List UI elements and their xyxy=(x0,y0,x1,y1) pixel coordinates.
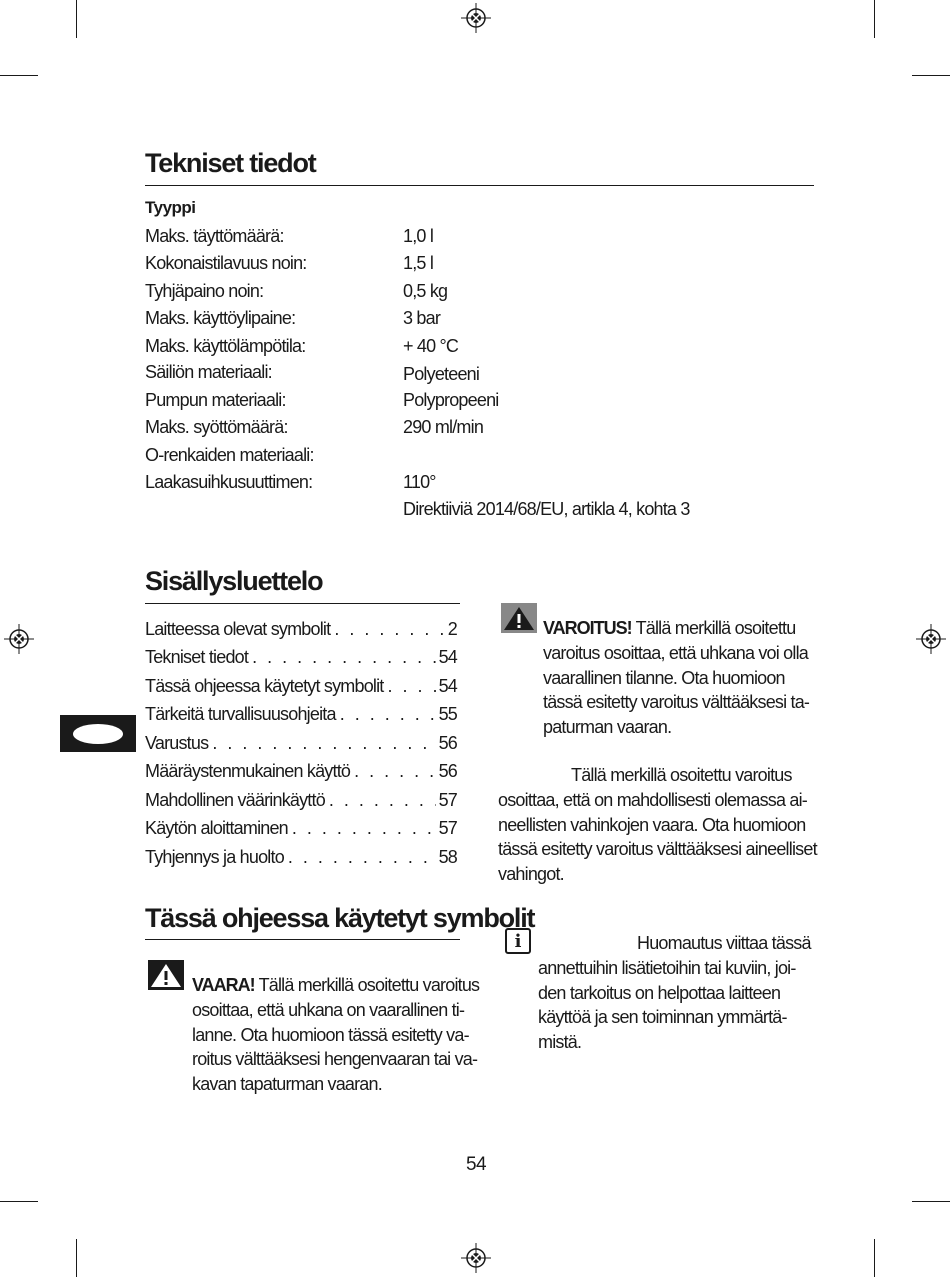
spec-label: Tyhjäpaino noin: xyxy=(145,281,264,301)
spec-value: 3 bar xyxy=(403,308,441,328)
toc-dot-leader xyxy=(354,761,435,782)
caution-line: tässä esitetty varoitus välttääksesi aineelliset xyxy=(498,839,817,860)
registration-crosshair-icon xyxy=(916,624,946,654)
tech-heading-rule xyxy=(145,185,814,186)
toc-dot-leader xyxy=(292,818,436,839)
spec-value: 0,5 kg xyxy=(403,281,448,301)
warning-line: varoitus osoittaa, että uhkana voi olla xyxy=(543,642,808,663)
spec-value: Polypropeeni xyxy=(403,390,499,410)
danger-line: osoittaa, että uhkana on vaarallinen ti- xyxy=(192,999,465,1020)
danger-keyword: VAARA! xyxy=(192,975,255,995)
symbols-heading: Tässä ohjeessa käytetyt symbolit xyxy=(145,903,535,933)
toc-item-title: Varustus xyxy=(145,733,209,753)
toc-item[interactable] xyxy=(145,676,457,697)
spec-value: 1,0 l xyxy=(403,226,434,246)
toc-item[interactable] xyxy=(145,847,457,868)
toc-dot-leader xyxy=(288,847,436,868)
toc-item[interactable] xyxy=(145,761,457,782)
toc-item[interactable] xyxy=(145,704,457,725)
warning-keyword: VAROITUS! xyxy=(543,618,632,638)
caution-line: vahingot. xyxy=(498,864,564,885)
spec-label: Pumpun materiaali: xyxy=(145,390,286,410)
warning-text xyxy=(543,616,809,740)
warning-line: tässä esitetty varoitus välttääksesi ta- xyxy=(543,692,810,713)
toc-item-page: 54 xyxy=(438,676,457,696)
warning-line: vaarallinen tilanne. Ota huomioon xyxy=(543,667,785,688)
toc-item[interactable] xyxy=(145,619,457,640)
warning-triangle-icon xyxy=(148,960,184,990)
note-text xyxy=(538,931,811,1055)
toc-item-page: 55 xyxy=(438,704,457,724)
danger-line: kavan tapaturman vaaran. xyxy=(192,1074,382,1095)
toc-item-title: Laitteessa olevat symbolit xyxy=(145,619,331,639)
toc-item-page: 56 xyxy=(438,733,457,753)
symbols-heading-rule xyxy=(145,939,460,940)
danger-text xyxy=(192,973,479,1097)
caution-line: neellisten vahinkojen vaara. Ota huomioon xyxy=(498,814,806,835)
info-icon: i xyxy=(505,928,531,954)
toc-item[interactable] xyxy=(145,790,457,811)
toc-item-title: Tyhjennys ja huolto xyxy=(145,847,284,867)
spec-label: Laakasuihkusuuttimen: xyxy=(145,472,313,492)
note-line: Huomautus viittaa tässä xyxy=(637,933,811,953)
toc-item[interactable] xyxy=(145,647,457,668)
spec-value: Direktiiviä 2014/68/EU, artikla 4, kohta 3 xyxy=(403,499,690,519)
registration-crosshair-icon xyxy=(461,1243,491,1273)
spec-value: 110° xyxy=(403,472,436,492)
toc-item-page: 56 xyxy=(438,761,457,781)
spec-label: O-renkaiden materiaali: xyxy=(145,445,314,465)
crop-mark-bottom-left-v xyxy=(76,1239,77,1277)
page-number: 54 xyxy=(466,1154,486,1175)
toc-heading: Sisällysluettelo xyxy=(145,566,323,596)
spec-type-label: Tyyppi xyxy=(145,198,196,217)
toc-dot-leader xyxy=(212,733,435,754)
spec-label: Säiliön materiaali: xyxy=(145,362,272,382)
caution-line: Tällä merkillä osoitettu varoitus xyxy=(571,765,792,785)
crop-mark-top-right-v xyxy=(874,0,875,38)
tech-heading: Tekniset tiedot xyxy=(145,148,316,178)
warning-line: paturman vaaran. xyxy=(543,717,672,738)
toc-dot-leader xyxy=(388,676,436,697)
caution-text xyxy=(498,763,817,887)
danger-line: roitus välttääksesi hengenvaaran tai va- xyxy=(192,1049,478,1070)
toc-item-page: 57 xyxy=(438,818,457,838)
toc-dot-leader xyxy=(340,704,436,725)
language-oval-tab xyxy=(60,715,136,752)
crop-mark-top-left-v xyxy=(76,0,77,38)
note-line: mistä. xyxy=(538,1032,582,1053)
spec-value: 290 ml/min xyxy=(403,417,484,437)
crop-mark-bottom-right-h xyxy=(912,1201,950,1202)
crop-mark-top-right-h xyxy=(912,75,950,76)
registration-crosshair-icon xyxy=(461,3,491,33)
toc-item-title: Käytön aloittaminen xyxy=(145,818,288,838)
spec-label: Maks. syöttömäärä: xyxy=(145,417,288,437)
toc-item[interactable] xyxy=(145,733,457,754)
crop-mark-bottom-left-h xyxy=(0,1201,38,1202)
toc-item-page: 54 xyxy=(438,647,457,667)
toc-heading-rule xyxy=(145,603,460,604)
danger-line: lanne. Ota huomioon tässä esitetty va- xyxy=(192,1024,469,1045)
toc-item-page: 58 xyxy=(438,847,457,867)
toc-item-title: Tässä ohjeessa käytetyt symbolit xyxy=(145,676,384,696)
toc-item-title: Määräystenmukainen käyttö xyxy=(145,761,351,781)
warning-triangle-icon xyxy=(501,603,537,633)
toc-item-title: Mahdollinen väärinkäyttö xyxy=(145,790,325,810)
crop-mark-top-left-h xyxy=(0,75,38,76)
spec-label: Kokonaistilavuus noin: xyxy=(145,253,307,273)
danger-line: Tällä merkillä osoitettu varoitus xyxy=(258,975,480,995)
spec-label: Maks. käyttöylipaine: xyxy=(145,308,296,328)
toc-item-page: 57 xyxy=(438,790,457,810)
note-line: den tarkoitus on helpottaa laitteen xyxy=(538,982,781,1003)
spec-value: Polyeteeni xyxy=(403,364,480,384)
toc-dot-leader xyxy=(252,647,436,668)
toc-item-title: Tekniset tiedot xyxy=(145,647,249,667)
note-line: käyttöä ja sen toiminnan ymmärtä- xyxy=(538,1007,787,1028)
language-oval xyxy=(73,724,123,744)
spec-value: 1,5 l xyxy=(403,253,434,273)
toc-dot-leader xyxy=(329,790,436,811)
spec-label: Maks. täyttömäärä: xyxy=(145,226,284,246)
spec-value: + 40 °C xyxy=(403,336,459,356)
crop-mark-bottom-right-v xyxy=(874,1239,875,1277)
warning-line: Tällä merkillä osoitettu xyxy=(635,618,796,638)
toc-dot-leader xyxy=(334,619,444,640)
toc-item-page: 2 xyxy=(447,619,457,639)
registration-crosshair-icon xyxy=(4,624,34,654)
toc-item-title: Tärkeitä turvallisuusohjeita xyxy=(145,704,336,724)
spec-label: Maks. käyttölämpötila: xyxy=(145,336,306,356)
caution-line: osoittaa, että on mahdollisesti olemassa ai- xyxy=(498,789,807,810)
note-line: annettuihin lisätietoihin tai kuviin, joi- xyxy=(538,957,796,978)
toc-item[interactable] xyxy=(145,818,457,839)
